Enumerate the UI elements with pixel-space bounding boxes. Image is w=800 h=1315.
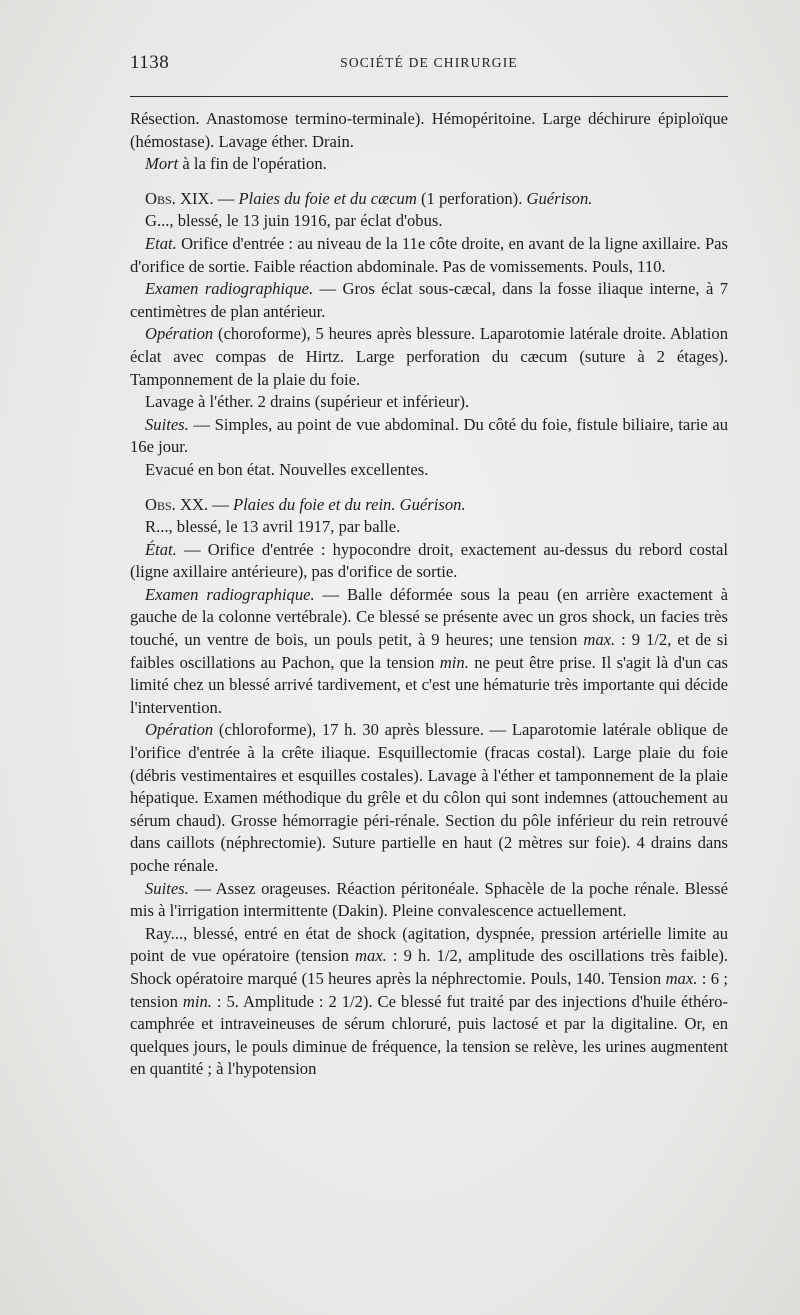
obs20-title: Plaies du foie et du rein. Guérison.: [232, 494, 466, 514]
obs19-etat-lead: Etat.: [145, 233, 177, 253]
obs19-heading: [130, 188, 728, 211]
paragraph-resection: Résection. Anastomose termino-terminale). Hémopéritoine. Large déchirure épiploïque (hémostase). Lavage éther. Drain.: [130, 109, 728, 151]
paragraph-mort: [130, 153, 728, 176]
obs19-exam-text: — Gros éclat sous-cæcal, dans la fosse iliaque interne, à 7 centimètres de plan antérieur.: [130, 279, 728, 321]
obs20-min: min.: [439, 652, 469, 672]
obs20-exam-lead: Examen radiographique.: [145, 584, 315, 604]
obs19-paren: (1 perforation).: [416, 188, 527, 208]
obs20-suites-text: — Assez orageuses. Réaction péritonéale. Sphacèle de la poche rénale. Blessé mis à l'irrigation intermittente (Dakin). Pleine convalescence actuellement.: [130, 878, 728, 921]
obs20-op-lead: Opération: [145, 720, 214, 740]
ray-text-1: Ray..., blessé, entré en état de shock (agitation, dyspnée, pression artérielle limite au point de vue opératoire (tension: [130, 923, 728, 966]
obs19-etat: [130, 233, 728, 278]
obs20-exam: [130, 584, 728, 720]
page-header: [130, 52, 728, 80]
obs20-exam-text-1: — Balle déformée sous la peau (en arrière exactement à gauche de la colonne vertébrale). Ce blessé se présente avec un gros shock, un facies très touché, un ventre de bois, un pouls petit, à 9 heures; une tension: [130, 584, 728, 650]
running-title: SOCIÉTÉ DE CHIRURGIE: [340, 55, 518, 70]
obs19-title: Plaies du foie et du cæcum: [238, 188, 417, 208]
obs19-exam-lead: Examen radiographique.: [145, 279, 314, 299]
obs19-patient: G..., blessé, le 13 juin 1916, par éclat d'obus.: [145, 211, 443, 231]
page-number: 1138: [130, 52, 170, 73]
obs20-label: Obs. XX.: [145, 494, 209, 514]
header-rule: [130, 96, 728, 97]
obs20-exam-text-3: ne peut être prise. Il s'agit là d'un cas limité chez un blessé arrivé tardivement, et c'est une hématurie très importante qui décide l'intervention.: [130, 652, 728, 717]
obs20-patient: R..., blessé, le 13 avril 1917, par balle.: [145, 517, 401, 537]
obs19-op-text: (choroforme), 5 heures après blessure. Laparotomie latérale droite. Ablation éclat avec compas de Hirtz. Large perforation du cæcum (suture à 2 étages). Tamponnement de la plaie du foie.: [130, 324, 728, 389]
ray-max-1: max.: [355, 946, 387, 966]
obs20-etat-lead: État.: [145, 539, 177, 559]
obs20-etat: [130, 539, 728, 584]
obs20-op-text: (chloroforme), 17 h. 30 après blessure. — Laparotomie latérale oblique de l'orifice d'entrée à la crête iliaque. Esquillectomie (fracas costal). Large plaie du foie (débris vestimentaires et esquilles costales). Lavage à l'éther et tamponnement de la plaie hépatique. Examen méthodique du grêle et du côlon qui sont indemnes (attouchement au sérum chaud). Grosse hémorragie péri-rénale. Section du pôle inférieur du rein retrouvé dans caillots (néphrectomie). Suture partielle en haut (2 mètres sur foie). 4 drains dans poche rénale.: [130, 720, 728, 875]
obs19-op-lead: Opération: [145, 324, 214, 344]
obs20-ray: [130, 923, 728, 1081]
obs20-suites-lead: Suites.: [145, 878, 189, 898]
obs19-etat-text: Orifice d'entrée : au niveau de la 11e côte droite, en avant de la ligne axillaire. Pas d'orifice de sortie. Faible réaction abdominale. Pas de vomissements. Pouls, 110.: [130, 233, 728, 276]
obs19-suites-lead: Suites.: [145, 414, 189, 434]
obs19-evacuation: Evacué en bon état. Nouvelles excellentes.: [145, 459, 429, 479]
obs19-operation: [130, 323, 728, 391]
mort-text: à la fin de l'opération.: [178, 154, 327, 174]
ray-min: min.: [182, 991, 212, 1011]
obs20-suites: [130, 878, 728, 923]
obs19-lavage: Lavage à l'éther. 2 drains (supérieur et inférieur).: [145, 392, 470, 412]
obs20-max: max.: [583, 630, 616, 650]
ray-text-3: : 6 ; tension: [130, 968, 728, 1011]
obs20-operation: [130, 719, 728, 877]
ray-text-4: : 5. Amplitude : 2 1/2). Ce blessé fut traité par des injections d'huile éthéro-camphrée et intraveineuses de sérum chloruré, puis lactosé et par la digitaline. Or, en quelques jours, le pouls diminue de fréquence, la tension se relève, les urines augmentent en quantité ; à l'hypotension: [130, 991, 728, 1079]
ray-max-2: max.: [665, 968, 698, 988]
obs19-label: Obs. XIX.: [145, 188, 214, 208]
ray-text-2: : 9 h. 1/2, amplitude des oscillations très faible). Shock opératoire marqué (15 heures après la néphrectomie. Pouls, 140. Tension: [130, 946, 728, 988]
body-text: [130, 108, 728, 1081]
obs20-exam-text-2: : 9 1/2, et de si faibles oscillations au Pachon, que la tension: [130, 630, 728, 672]
mort-lead: Mort: [145, 154, 179, 174]
obs19-suites-text: — Simples, au point de vue abdominal. Du côté du foie, fistule biliaire, tarie au 16e jour.: [130, 414, 728, 457]
obs20-heading: [130, 494, 728, 517]
obs20-dash: —: [208, 494, 233, 514]
obs20-etat-text: — Orifice d'entrée : hypocondre droit, exactement au-dessus du rebord costal (ligne axillaire antérieure), pas d'orifice de sortie.: [130, 539, 728, 582]
obs19-outcome: Guérison.: [526, 188, 593, 208]
obs19-exam: [130, 278, 728, 323]
obs19-dash: —: [213, 188, 239, 208]
obs19-suites: [130, 414, 728, 459]
